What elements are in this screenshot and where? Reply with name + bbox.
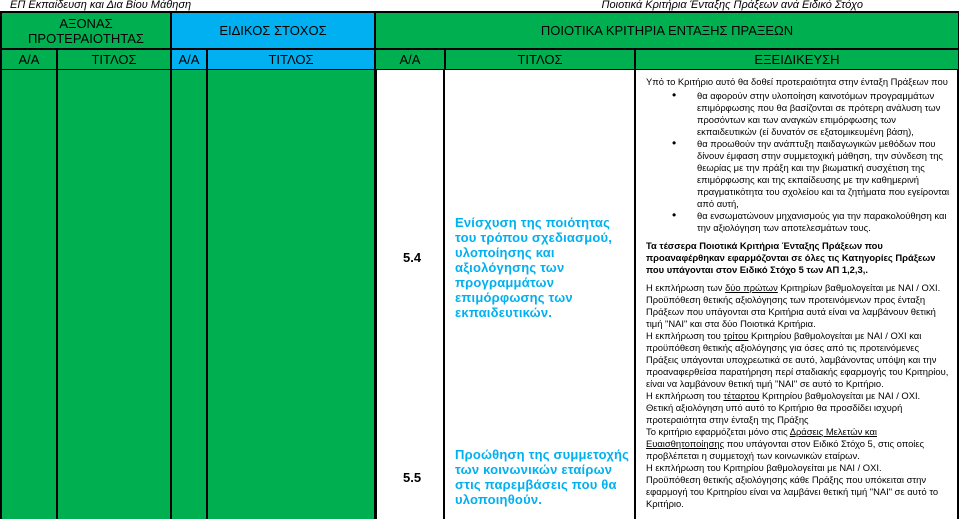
spec-bold-note: Τα τέσσερα Ποιοτικά Κριτήρια Ένταξης Πράξεων που προαναφέρθηκαν εφαρμόζονται σε όλες τις Κατηγορίες Πράξεων που υπάγονται στον Ειδικό Στόχο 5 των ΑΠ 1,2,3,. bbox=[646, 240, 936, 275]
list-item: • θα προωθούν την ανάπτυξη παιδαγωγικών μεθόδων που δίνουν έμφαση στην συμμετοχική μάθηση, την σύνδεση της θεωρίας με την πράξη και την βιωματική συσχέτιση της επιμόρφωσης και της εκπαίδευσης με την καθημερινή πραγματικότητα του σχολείου και τα ζητήματα που εγείρονται από αυτή, bbox=[646, 138, 951, 210]
header-title-1: ΤΙΤΛΟΣ bbox=[58, 50, 170, 69]
spec-paragraph: Η εκπλήρωση του τέταρτου Κριτηρίου βαθμολογείται με ΝΑΙ / ΟΧΙ. bbox=[646, 390, 921, 401]
header-title-2: ΤΙΤΛΟΣ bbox=[208, 50, 374, 69]
axis-title-column bbox=[58, 70, 170, 519]
header-axis: ΑΞΟΝΑΣ ΠΡΟΤΕΡΑΙΟΤΗΤΑΣ bbox=[2, 13, 170, 48]
criteria-aa-column bbox=[377, 70, 443, 519]
header-title-3: ΤΙΤΛΟΣ bbox=[446, 50, 634, 69]
criterion-title: Προώθηση της συμμετοχής των κοινωνικών εταίρων στις παρεμβάσεις που θα υλοποιηθούν. bbox=[455, 447, 630, 507]
criterion-title: Ενίσχυση της ποιότητας του τρόπου σχεδιασμού, υλοποίησης και αξιολόγησης των προγραμμάτων επιμόρφωσης των εκπαιδευτικών. bbox=[455, 215, 613, 320]
spec-paragraph: Το κριτήριο εφαρμόζεται μόνο στις Δράσεις Μελετών και Ευαισθητοποίησης που υπάγονται στον Ειδικό Στόχο 5, στις οποίες προβλέπεται η συμμετοχή των κοινωνικών εταίρων. bbox=[646, 426, 925, 461]
criterion-number: 5.5 bbox=[403, 470, 422, 485]
spec-paragraph: Θετική αξιολόγηση υπό αυτό το Κριτήριο θα προσδίδει ισχυρή προτεραιότητα στην ένταξη της Πράξης bbox=[646, 402, 903, 425]
document-header bbox=[0, 0, 959, 12]
header-specific-goal: ΕΙΔΙΚΟΣ ΣΤΟΧΟΣ bbox=[172, 13, 374, 48]
criterion-number: 5.4 bbox=[403, 250, 422, 265]
header-criteria: ΠΟΙΟΤΙΚΑ ΚΡΙΤΗΡΙΑ ΕΝΤΑΞΗΣ ΠΡΑΞΕΩΝ bbox=[376, 13, 958, 48]
spec-paragraph: Η εκπλήρωση του Κριτηρίου βαθμολογείται με ΝΑΙ / ΟΧΙ. bbox=[646, 462, 882, 473]
spec-paragraph: Η εκπλήρωση των δύο πρώτων Κριτηρίων βαθμολογείται με ΝΑΙ / ΟΧΙ. bbox=[646, 282, 941, 293]
table-header bbox=[0, 12, 959, 70]
spec-paragraph: Προϋπόθεση θετικής αξιολόγησης κάθε Πράξης που υπόκειται στην εφαρμογή του Κριτηρίου είναι να λαμβάνει θετική τιμή "ΝΑΙ" σε αυτό το Κριτήριο. bbox=[646, 474, 939, 509]
specification-text bbox=[646, 76, 951, 510]
header-specification: ΕΞΕΙΔΙΚΕΥΣΗ bbox=[636, 50, 958, 69]
header-aa-1: Α/Α bbox=[2, 50, 56, 69]
document-title: Ποιοτικά Κριτήρια Ένταξης Πράξεων ανά Ειδικό Στόχο bbox=[601, 0, 863, 11]
table-body bbox=[0, 70, 959, 519]
goal-title-column bbox=[208, 70, 374, 519]
axis-aa-column bbox=[2, 70, 56, 519]
header-aa-2: Α/Α bbox=[172, 50, 206, 69]
spec-intro: Υπό το Κριτήριο αυτό θα δοθεί προτεραιότητα στην ένταξη Πράξεων που bbox=[646, 76, 948, 87]
header-aa-3: Α/Α bbox=[376, 50, 444, 69]
spec-paragraph: Η εκπλήρωση του τρίτου Κριτηρίου βαθμολογείται με ΝΑΙ / ΟΧΙ και προϋπόθεση θετικής αξιολόγησης για όσες από τις προτεινόμενες Πράξεις υπάγονται υποχρεωτικά σε αυτό, λαμβάνοντας υπόψη και την προαναφερθείσα παρατήρηση περί σταδιακής εφαρμογής του Κριτηρίου, είναι να λαμβάνουν θετική τιμή "ΝΑΙ" σε αυτό το Κριτήριο. bbox=[646, 330, 949, 389]
spec-paragraph: Προϋπόθεση θετικής αξιολόγησης των προτεινόμενων προς ένταξη Πράξεων που υπάγονται στα Κριτήρια αυτά είναι να λαμβάνουν θετική τιμή "ΝΑΙ" και στα δύο Ποιοτικά Κριτήρια. bbox=[646, 294, 936, 329]
programme-title: ΕΠ Εκπαίδευση και Δια Βίου Μάθηση bbox=[10, 0, 192, 11]
spec-bullet-list bbox=[646, 90, 951, 234]
list-item: • θα αφορούν στην υλοποίηση καινοτόμων προγραμμάτων επιμόρφωσης που θα βασίζονται σε πρότερη ανάλυση των προσόντων και των αναγκών επιμόρφωσης των εκπαιδευτικών (εί δυνατόν σε εξατομικευμένη βάση), bbox=[646, 90, 951, 138]
goal-aa-column bbox=[172, 70, 206, 519]
list-item: • θα ενσωματώνουν μηχανισμούς για την παρακολούθηση και την αξιολόγηση των αποτελεσμάτων τους. bbox=[646, 210, 951, 234]
